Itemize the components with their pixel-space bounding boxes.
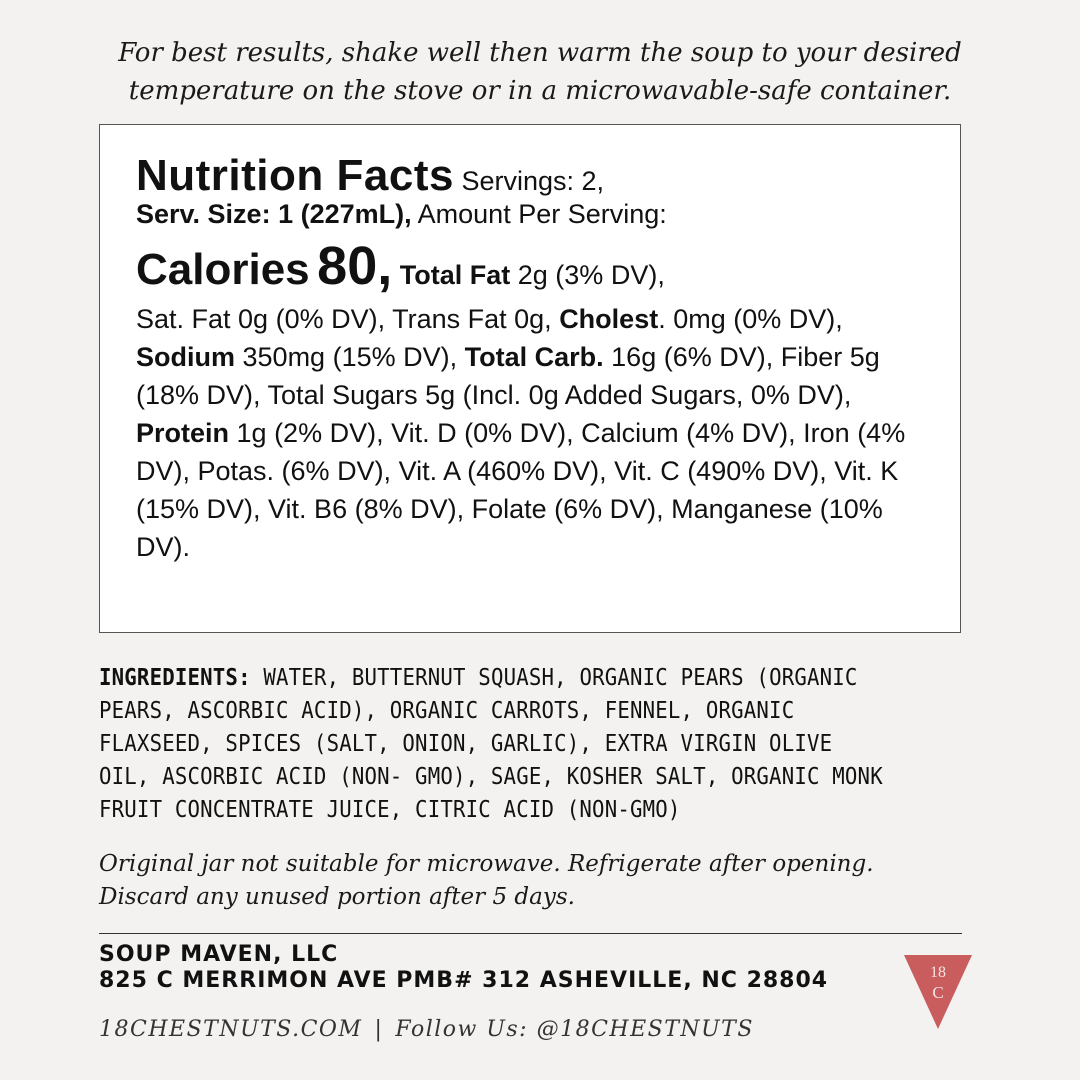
ingredients-text: WATER, BUTTERNUT SQUASH, ORGANIC PEARS (ORGANIC PEARS, ASCORBIC ACID), ORGANIC CARROTS, FENNEL, ORGANIC FLAXSEED, SPICES (SALT, ONION, GARLIC), EXTRA VIRGIN OLIVE OIL, ASCORBIC ACID (NON- GMO), SAGE, KOSHER SALT, ORGANIC MONK FRUIT CONCENTRATE JUICE, CITRIC ACID (NON-GMO)	[99, 665, 883, 823]
serving-size-line	[136, 195, 936, 233]
sodium-label: Sodium	[136, 342, 235, 372]
nutrition-facts-text	[136, 151, 936, 566]
nutrition-title: Nutrition Facts	[136, 151, 454, 200]
intro-instructions: For best results, shake well then warm the soup to your desired temperature on the stove or in a microwavable-safe container.	[118, 38, 962, 106]
sodium-value: 350mg (15% DV),	[242, 342, 458, 372]
ingredients-list	[99, 662, 891, 827]
storage-line-2: Discard any unused portion after 5 days.	[99, 884, 575, 910]
social-handle[interactable]: Follow Us: @18CHESTNUTS	[395, 1017, 754, 1042]
nutrition-facts-panel	[99, 124, 961, 633]
total-carb-value: 16g (6% DV), Fiber 5g (18% DV), Total Sugars 5g (Incl. 0g Added Sugars, 0% DV),	[136, 342, 880, 410]
protein-value: 1g (2% DV), Vit. D (0% DV), Calcium (4% DV), Iron (4% DV), Potas. (6% DV), Vit. A (460% DV), Vit. C (490% DV), Vit. K (15% DV), Vit. B6 (8% DV), Folate (6% DV), Manganese (10% DV).	[136, 418, 906, 562]
amount-per-serving: Amount Per Serving:	[417, 199, 667, 229]
nutrition-header-line	[136, 151, 936, 200]
logo-bottom-text: C	[932, 983, 944, 1002]
company-name: SOUP MAVEN, LLC	[99, 942, 339, 967]
company-address: 825 C MERRIMON AVE PMB# 312 ASHEVILLE, NC 28804	[99, 968, 829, 993]
total-carb-label: Total Carb.	[464, 342, 604, 372]
calories-label: Calories	[136, 245, 310, 294]
brand-logo-icon	[904, 955, 972, 1029]
calories-value: 80,	[317, 236, 393, 296]
divider	[99, 933, 962, 934]
serving-size: Serv. Size: 1 (227mL),	[136, 199, 412, 229]
calories-line	[136, 237, 936, 304]
cholesterol-label: Cholest	[559, 304, 659, 334]
cholesterol-value: . 0mg (0% DV),	[658, 304, 843, 334]
total-fat-value: 2g (3% DV),	[517, 260, 665, 290]
website-link[interactable]: 18CHESTNUTS.COM	[99, 1017, 363, 1042]
company-info	[99, 942, 889, 994]
logo-top-text: 18	[930, 964, 946, 981]
storage-line-1: Original jar not suitable for microwave. Refrigerate after opening.	[99, 851, 874, 877]
storage-instructions	[99, 848, 959, 914]
ingredients-label: INGREDIENTS:	[99, 665, 251, 691]
footer-separator: |	[374, 1017, 384, 1042]
nutrient-details	[136, 300, 936, 566]
servings: Servings: 2,	[461, 166, 605, 196]
sat-trans-fat: Sat. Fat 0g (0% DV), Trans Fat 0g,	[136, 304, 552, 334]
footer	[99, 1014, 879, 1046]
total-fat-label: Total Fat	[399, 260, 511, 290]
protein-label: Protein	[136, 418, 230, 448]
